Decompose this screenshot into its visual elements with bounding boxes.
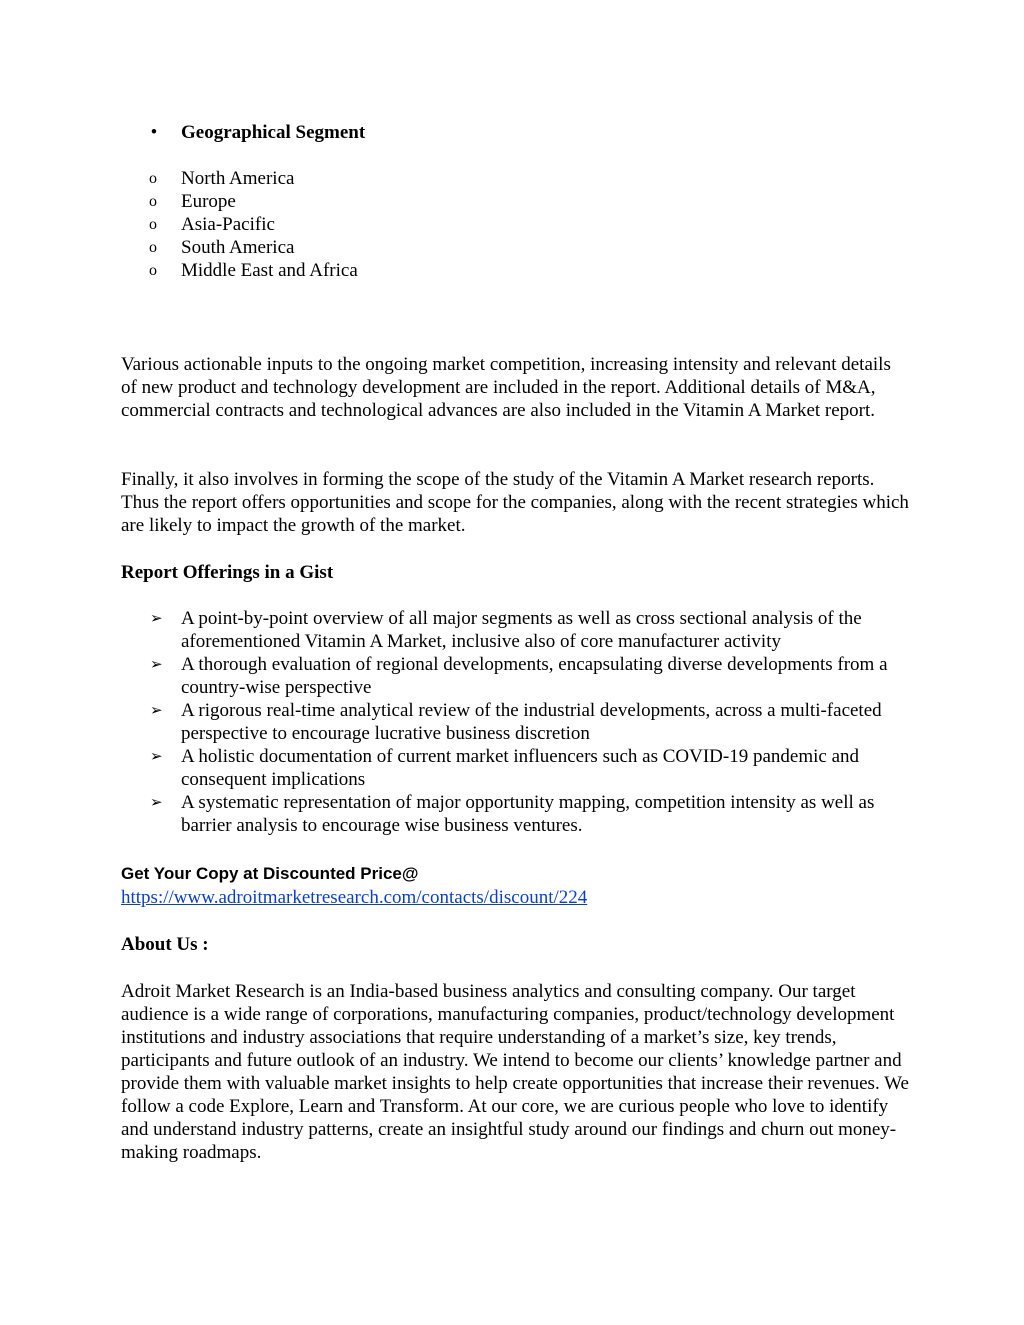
region-label: North America [181,168,295,189]
discount-label: Get Your Copy at Discounted Price@ [121,864,419,883]
offering-text: A rigorous real-time analytical review of the industrial developments, across a multi-faceted perspective to encourage lucrative business discretion [181,700,882,744]
paragraph-scope: Finally, it also involves in forming the scope of the study of the Vitamin A Market research reports. Thus the report offers opportunities and scope for the companies, along with the recent strategies which are likely to impact the growth of the market. [121,469,909,536]
arrow-bullet-icon: ➢ [150,655,163,673]
about-us-paragraph: Adroit Market Research is an India-based business analytics and consulting company. Our target audience is a wide range of corporations, manufacturing companies, product/technology development institutions and industry associations that require understanding of a market’s size, key trends, participants and future outlook of an industry. We intend to become our clients’ knowledge partner and provide them with valuable market insights to help create opportunities that increase their revenues. We follow a code Explore, Learn and Transform. At our core, we are curious people who love to identify and understand industry patterns, create an insightful study around our findings and churn out money-making roadmaps. [121,981,909,1163]
offering-text: A holistic documentation of current market influencers such as COVID-19 pandemic and consequent implications [181,746,859,790]
discount-link[interactable]: https://www.adroitmarketresearch.com/contacts/discount/224 [121,887,588,908]
list-item [121,745,911,791]
paragraph-actionable-inputs: Various actionable inputs to the ongoing market competition, increasing intensity and relevant details of new product and technology development are included in the report. Additional details of M&A, commercial contracts and technological advances are also included in the Vitamin A Market report. [121,354,891,421]
offering-text: A thorough evaluation of regional developments, encapsulating diverse developments from a country-wise perspective [181,654,888,698]
region-label: Europe [181,191,236,212]
region-label: Middle East and Africa [181,260,358,281]
report-offerings-heading: Report Offerings in a Gist [121,562,334,583]
region-label: South America [181,237,295,258]
arrow-bullet-icon: ➢ [150,701,163,719]
circle-bullet-icon: o [149,262,157,279]
bullet-icon: • [150,122,158,143]
list-item [121,607,911,653]
region-label: Asia-Pacific [181,214,275,235]
arrow-bullet-icon: ➢ [150,793,163,811]
offerings-list [121,607,911,837]
circle-bullet-icon: o [149,239,157,256]
list-item [121,653,911,699]
circle-bullet-icon: o [149,216,157,233]
about-us-heading: About Us : [121,934,209,955]
arrow-bullet-icon: ➢ [150,609,163,627]
circle-bullet-icon: o [149,193,157,210]
list-item [121,791,911,837]
circle-bullet-icon: o [149,170,157,187]
list-item [121,699,911,745]
arrow-bullet-icon: ➢ [150,747,163,765]
offering-text: A point-by-point overview of all major segments as well as cross sectional analysis of the aforementioned Vitamin A Market, inclusive also of core manufacturer activity [181,608,862,652]
geographical-segment-label: Geographical Segment [181,122,366,143]
offering-text: A systematic representation of major opportunity mapping, competition intensity as well as barrier analysis to encourage wise business ventures. [181,792,875,836]
